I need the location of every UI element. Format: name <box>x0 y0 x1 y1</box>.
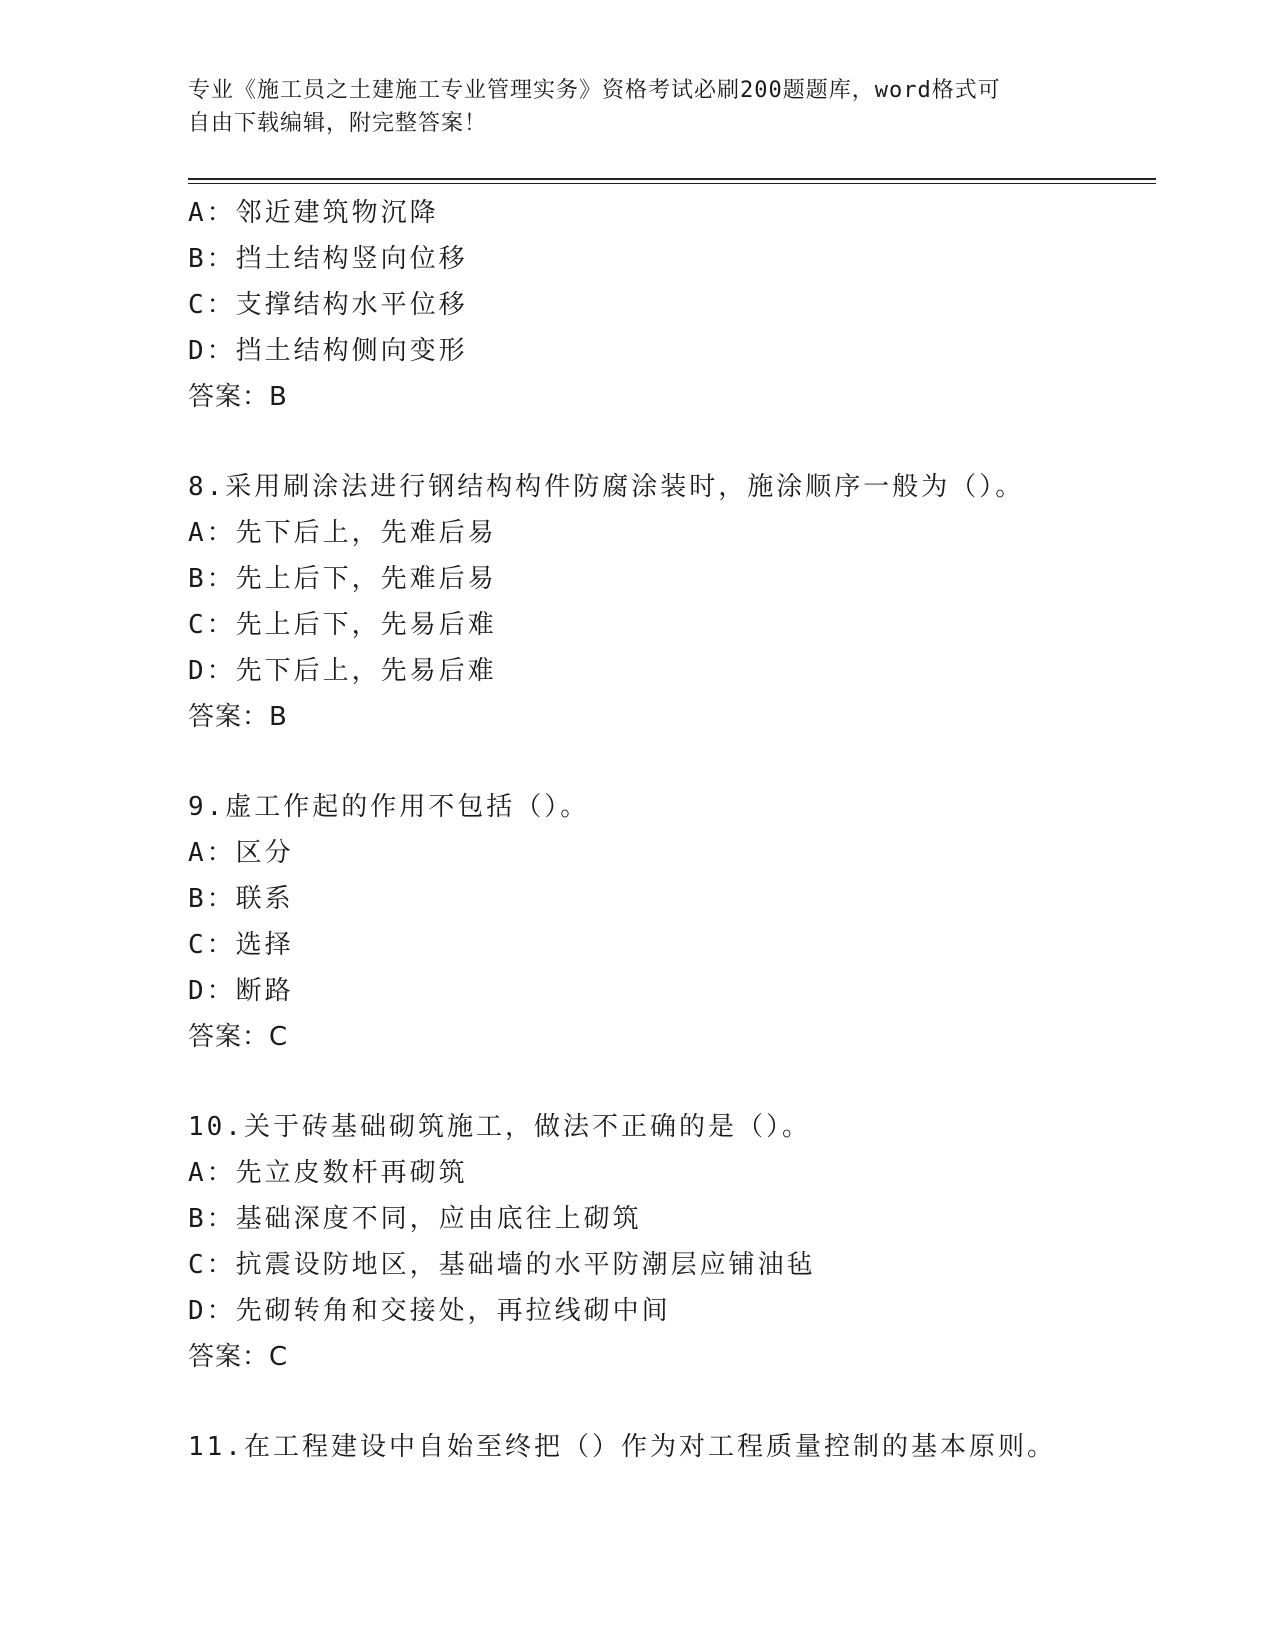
option-b: B：联系 <box>188 884 294 914</box>
option-a: A：先下后上，先难后易 <box>188 518 497 548</box>
question-7-continued <box>188 190 1148 420</box>
option-d: D：先下后上，先易后难 <box>188 656 497 686</box>
option-b: B：基础深度不同，应由底往上砌筑 <box>188 1204 642 1234</box>
option-c: C：选择 <box>188 930 294 960</box>
question-stem: 10.关于砖基础砌筑施工，做法不正确的是（）。 <box>188 1112 811 1142</box>
answer-line: 答案：C <box>188 1022 289 1052</box>
header-divider-thin <box>188 183 1156 184</box>
header-divider-thick <box>188 178 1156 180</box>
option-b: B：挡土结构竖向位移 <box>188 244 468 274</box>
answer-line: 答案：B <box>188 382 288 412</box>
question-list <box>188 190 1148 1470</box>
option-c: C：支撑结构水平位移 <box>188 290 468 320</box>
answer-line: 答案：C <box>188 1342 289 1372</box>
option-b: B：先上后下，先难后易 <box>188 564 497 594</box>
question-stem: 8.采用刷涂法进行钢结构构件防腐涂装时，施涂顺序一般为（）。 <box>188 472 1025 502</box>
question-8 <box>188 464 1148 740</box>
question-stem: 9.虚工作起的作用不包括（）。 <box>188 792 590 822</box>
question-11 <box>188 1424 1148 1470</box>
option-d: D：断路 <box>188 976 294 1006</box>
option-a: A：邻近建筑物沉降 <box>188 198 439 228</box>
option-d: D：挡土结构侧向变形 <box>188 336 468 366</box>
option-d: D：先砌转角和交接处，再拉线砌中间 <box>188 1296 671 1326</box>
option-c: C：抗震设防地区，基础墙的水平防潮层应铺油毡 <box>188 1250 816 1280</box>
header-title-line-1: 专业《施工员之土建施工专业管理实务》资格考试必刷200题题库，word格式可 <box>188 78 1001 103</box>
document-header <box>188 74 1088 140</box>
option-c: C：先上后下，先易后难 <box>188 610 497 640</box>
answer-line: 答案：B <box>188 702 288 732</box>
option-a: A：区分 <box>188 838 294 868</box>
question-10 <box>188 1104 1148 1380</box>
question-9 <box>188 784 1148 1060</box>
option-a: A：先立皮数杆再砌筑 <box>188 1158 468 1188</box>
header-title-line-2: 自由下载编辑，附完整答案！ <box>188 111 488 136</box>
question-stem: 11.在工程建设中自始至终把（）作为对工程质量控制的基本原则。 <box>188 1432 1056 1462</box>
